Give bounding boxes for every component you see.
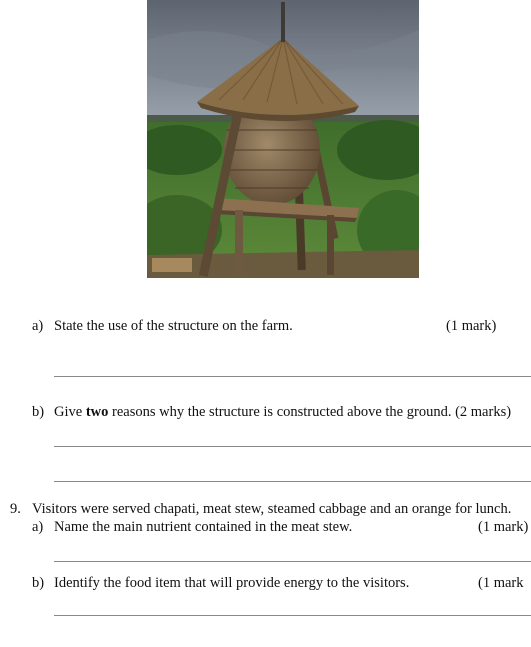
question-9a-text: Name the main nutrient contained in the meat stew. [54, 519, 353, 535]
question-8b-text: Give two reasons why the structure is constructed above the ground. (2 marks) [54, 404, 512, 420]
answer-line [54, 376, 531, 377]
answer-line [54, 446, 531, 447]
question-9b-text: Identify the food item that will provide energy to the visitors. [54, 575, 410, 591]
question-9-stem: Visitors were served chapati, meat stew, steamed cabbage and an orange for lunch. [32, 501, 512, 517]
question-9a-letter: a) [32, 519, 44, 535]
question-9b-marks: (1 mark [478, 575, 524, 591]
question-9-number: 9. [10, 501, 21, 517]
granary-photo [147, 0, 419, 278]
granary-illustration [147, 0, 419, 278]
emphasis-two: two [85, 404, 109, 420]
answer-line [54, 481, 531, 482]
question-9b-letter: b) [32, 575, 45, 591]
answer-line [54, 615, 531, 616]
question-8a-text: State the use of the structure on the farm. [54, 318, 293, 334]
question-9a-marks: (1 mark) [478, 519, 529, 535]
question-8b-letter: b) [32, 404, 45, 420]
answer-line [54, 561, 531, 562]
question-8a-letter: a) [32, 318, 44, 334]
question-8a-marks: (1 mark) [446, 318, 497, 334]
